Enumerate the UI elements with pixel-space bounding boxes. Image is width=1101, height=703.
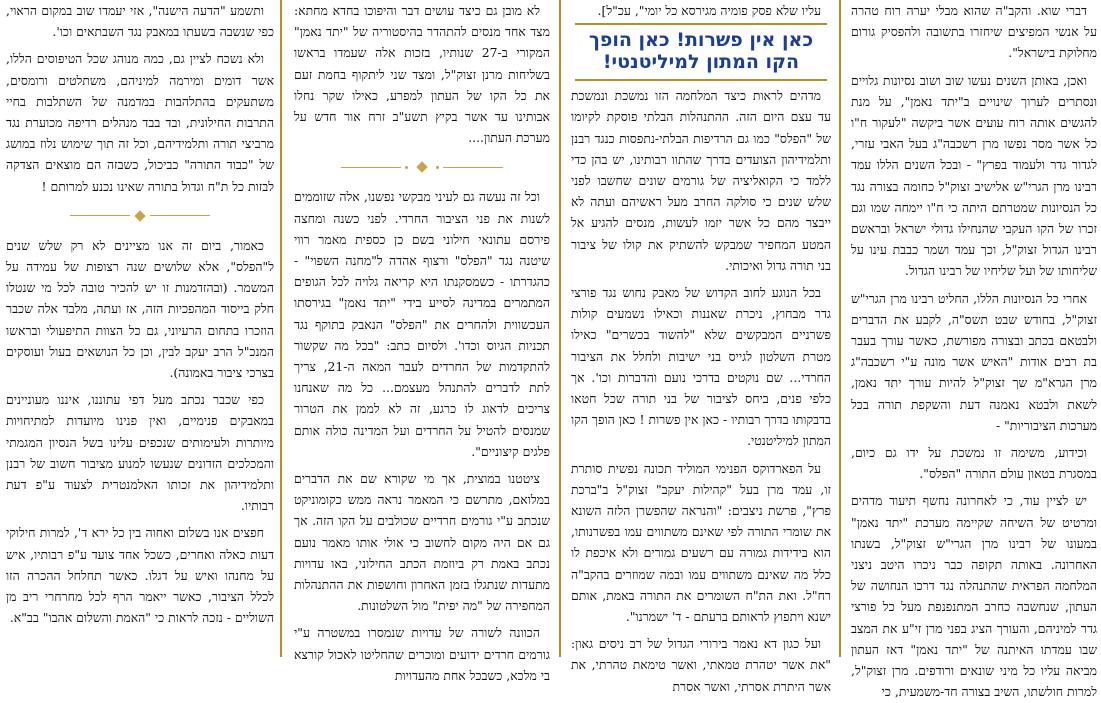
paragraph: יש לציין עוד, כי לאחרונה נחשף תיעוד מדהים ומרטיט של השיחה שקיימה מערכת "יתד נאמן" במעונו של רבינו מרן הגרי"ש זצוק"ל, בשנתו האחרונה. באותה תקופה כבר ניכרו היטב ניצני המלחמה הפראית שהתנהלה נגד דרכו הנחושה של העתון, שנחשבה כחרב המתנפנפת מעל כל פורצי גדר למיניהם, והעורך הציג בפני מרן זי"ע את המצב שבו עמדתו האיתנה של "יתד נאמן" דאז העתון מביאה עליו כל מיני שונאים ורודפים. מרן זצוק"ל, למרות חולשתו, השיב בצורה חד-משמעית, כי (851, 493, 1097, 700)
divider-line (341, 167, 401, 168)
paragraph: ואכן, באותן השנים נעשו שוב ושוב נסיונות גלויים ונסתרים לערוך שינויים ב"יתד נאמן", על מנת להגשים אותה רוח עועים אשר ביקשה "לעקור ח"ו כל אשר מסר נפשו מרן רשכבה"ג בעל האבי עזרי, לגדור גדר ולעמוד בפרץ" - ובכל השנים הללו עמד רבינו מרן הגרי"ש אלישיב זצוק"ל כחומה בצורה נגד כל הנסיונות שמטרתם היתה כי ח"ו יימחה שמו וגם זכרו של הקו העקבי שהנחילו גדולי ישראל ובראשם רבינו הגדול זצוק"ל, וכך עמד ושמר כבבת עינו על שליחותו של ועל שליחיו של רבינו הגדול. (851, 72, 1097, 279)
paragraph: וכל זה נעשה גם לעיני מבקשי נפשנו, אלה שזוממים לשנות את פני הציבור החרדי. לפני כשנה ומחצה פירסם עתונאי חילוני בשם כן כספית מאמר רווי שיטנה נגד "הפלס" ורצוף אהדה ל"מחנה השפוי" - כהגדרתו - כשמסקנתו היא קריאה גלויה לכל הגופים המתמרים במדינה לסייע בידי "יתד נאמן" בגירסתו העכשווית ולהחרים את "הפלס" הנאבק בתוקף נגד תכניות הגיוס וכדו'. ולסיום כתב: "בכל מה שקשור להתקדמות של החרדים לעבר המאה ה-21, צריך לתת לדברים להתנהל מעצמם... כל מה שאנחנו צריכים לדאוג לו כרגע, זה לא לממן את הטרור שמנסים להטיל על החרדים ועל המדינה כולה אותם פלגים קיצוניים". (294, 189, 550, 459)
ornament-divider (6, 201, 274, 231)
paragraph: כאמור, ביום זה אנו מציינים לא רק שלש שנים ל"הפלס", אלא שלושים שנה רצופות של עמידה על המשמר. (ובהזדמנות זו יש להכיר טובה לכל מי שנטלו חלק בייסוד המהפכיות הזה, אז ועתה, מלבד אלה שכבר הוזכרו בתחום הרעיוני, גם כל הצוות התיפעולי ובראשו המנכ"ל הרב יעקב לבין, וכן כל הנושאים בעול ועוסקים בצרכי ציבור באמונה). (6, 237, 274, 381)
ornament-divider (294, 152, 550, 182)
divider-diamond-icon (416, 162, 427, 173)
divider-dot (405, 166, 408, 169)
column-1 (845, 0, 1101, 700)
paragraph: ולא נשכח לציין גם, כמה מנוהג שכל הטיפוסים הללו, אשר דומים ומירמה למיניהם, משתלטים ורומסים, משתעקים בהתלהבות במדמנה של השתלבות בחיי התרבות החילונית, ובד בבד מנהלים רדיפה מכוערת נגד מרביצי תורה ותלמידיהם, וכל זה תוך שימוש נלוז במושג של "כבוד התורה" כביכול, כשבזה הם מוצאים הצדקה לבזות כל ת"ח וגדול בתורה שאינו נכנע למרותם ! (6, 51, 274, 194)
divider-dot (436, 166, 439, 169)
column-3 (288, 0, 554, 683)
column-rule (280, 0, 282, 657)
divider-line (443, 167, 503, 168)
paragraph: לא מובן גם כיצד עושים דבר והיפוכו בחדא מחתא: מצד אחד מנסים להתהדר בהיסטוריה של "יתד נאמן" המקורי ב-27 שנותיו, בזכות אלה שעמדו בראשו בשליחות מרנן זצוק"ל, ומצד שני ליתקוף בחמת זעם את כל הקו של העתון למפרע, כאילו שקר נחלו אבותינו עד אשר בקיץ תשע"ב זרח אור חדש על מערכת העתון.... (294, 3, 550, 146)
column-2 (565, 0, 835, 694)
column-rule (559, 0, 561, 657)
paragraph: עליו שלא פסק פומיה מגירסא כל יומי", עכ"ל]. (597, 3, 821, 18)
paragraph: וכידוע, משימה זו נמשכת על ידו גם כיום, במסגרת בטאון עולם התורה "הפלס". (851, 445, 1097, 482)
divider-diamond-icon (134, 210, 145, 221)
paragraph: ותשמע "הדעה הישנה", אזי יעמדו שוב במקום הראוי, כפי שנשבה בשעתו במאבק נגד השבתאים וכו'. (6, 3, 274, 40)
column-rule (839, 0, 841, 657)
paragraph: חפצים אנו בשלום ואחוה בין כל ירא ד', למרות חילוקי דעות כאלה ואחרים, כשכל אחד צועד ע"פ רבותיו, איש על מחנהו ואיש על דגלו. כאשר תחלחל ההכרה הזו לכלל הציבור, כאשר ייאמר הרף לכל מחרחרי ריב מן השוליים - נזכה לראות כי "האמת והשלום אהבו" בב"א. (6, 525, 274, 626)
column-4 (0, 0, 278, 657)
paragraph: ועל כגון דא נאמר בירורי הגדול של רב ניסים גאון: "את אשר יטהרת טמאתי, ואשר טימאת טהרתי, את אשר היתרת אסרתי, ואשר אסרת (571, 636, 831, 694)
paragraph: הכוונה לשורה של עדויות שנמסרו במשטרה ע"י גורמים חרדים ידועים ומוכרים שהחליטו לאכול קורצא בי מלכא, כשבכל אחת מהעדויות (294, 625, 550, 683)
divider-line (150, 215, 210, 216)
paragraph: ציטטנו במוצית, אך מי שקורא שם את הדברים במלואם, מתרשם כי המאמר נראה ממש כקומוניקט שנכתב ע"י גורמים חרדיים שכולבים על הקו הזה. אך גם אם היה מקום לחשוב כי אולי אותו מאמר נועם נכתב באמת רק ביוזמת הכתב החילוני, באו עדויות מתעדות שנתגלו בזמן האחרון וחושפות את ההתנהלות המחפירה של "מה יפית" מול השלטונות. (294, 471, 550, 614)
paragraph: על הפארדוקס הפנימי המוליד תכונה נפשית סותרת זו, עמד מרן בעל "קהילות יעקב" זצוק"ל ב"ברכת פרץ", פרשת ניצבים: "והנראה שהפשרן הלזה השונא את שומרי התורה לפי שאינם משתווים עמו בפשרנותו, הוא בידידות גמורה עם רשעים גמורים ולא איכפת לו כלל מה שאינם משתווים עמו ובמה שמוזרים בהקב"ה רח"ל. ואת הת"ח השומרים את התורה באמת, אותם ישנא ויתפוץ לראותם ברעתם - ד' ישמרנו". (571, 460, 831, 625)
paragraph: דברי שוא. והקב"ה שהוא מבלי יערה רוח טהרה על אנשי המפיצים שיחזרו בתשובה ולהפסיק גורום מחלוקת בישראל". (851, 3, 1097, 61)
paragraph: אחרי כל הנסיונות הללו, החליט רבינו מרן הגרי"ש זצוק"ל, בחודש שבט תשס"ה, לקבע את הדברים ולבטאם בכתב ובצורה מפורשת, כאשר עורך בעבר בת רבים אודות "האיש אשר מונה ע"י רשכבה"ג מרן הגרא"מ שך זצוק"ל להיות עורך יתד נאמן, לשאת ולבטא נאמנה דעת והשקפת תורה בכל מערכות הציבוריות" - (851, 290, 1097, 433)
paragraph: בכל הנוגע לחוב הקדוש של מאבק נחוש נגד פורצי גדר מבחוץ, ניכרת שאננות וכאילו נשמעים קולות פשרניים המבקשים שלא "להשוד בכשרים" כאילו מטרת השלטון לגייס בני ישיבות ולחלל את הציבור החרדי... שם נוקטים בדרכי נועם והדברות וכו'. אך כלפי פנים, ביחס לציבור של בני תורה שכל חטאו בדבקותו בדרך רבותיו - כאן אין פשרות ! כאן הופך הקו המתון למיליטנטי. (571, 285, 831, 449)
section-headline: כאן אין פשרות! כאן הופך הקו המתון למיליטנטי! (575, 23, 827, 81)
paragraph: מדהים לראות כיצד המלחמה הזו נמשכת ונמשכת עד עצם היום הזה. ההתנהלות הבלתי פוסקת לקיומו של "הפלס" כמו גם הרדיפות הבלתי-נתפסות כנגד רבנן ותלמידיהון הצועדים בדרך שהתוו רבותינו, יש בהן כדי ללמד כי הקואליציה של גורמים שונים שחשבו לפני שלש שנים כי סולקה החרב מעל ראשיהם ועתה לא ייבצר מהם כל אשר יזמו לעשות, מנסים להגיע אל המטע המחפיר שמבקש להשתיק את קולו של ציבור בני תורה גדול ואיכותי. (571, 88, 831, 273)
divider-line (70, 215, 130, 216)
paragraph: כפי שכבר נכתב מעל דפי עתוננו, איננו מעוניינים במאבקים פנימיים, ואין פנינו מיועדות למתיחויות מיותרות ולעימותים שנכפים עלינו בשל הנסיון המגמתי והמכלכים הזדונים שנעשו למנוע מציבור חשוב של רבנן ותלמידיהון את זכותו האלמנטרית לצעוד ע"פ דעת רבותיו. (6, 392, 274, 514)
